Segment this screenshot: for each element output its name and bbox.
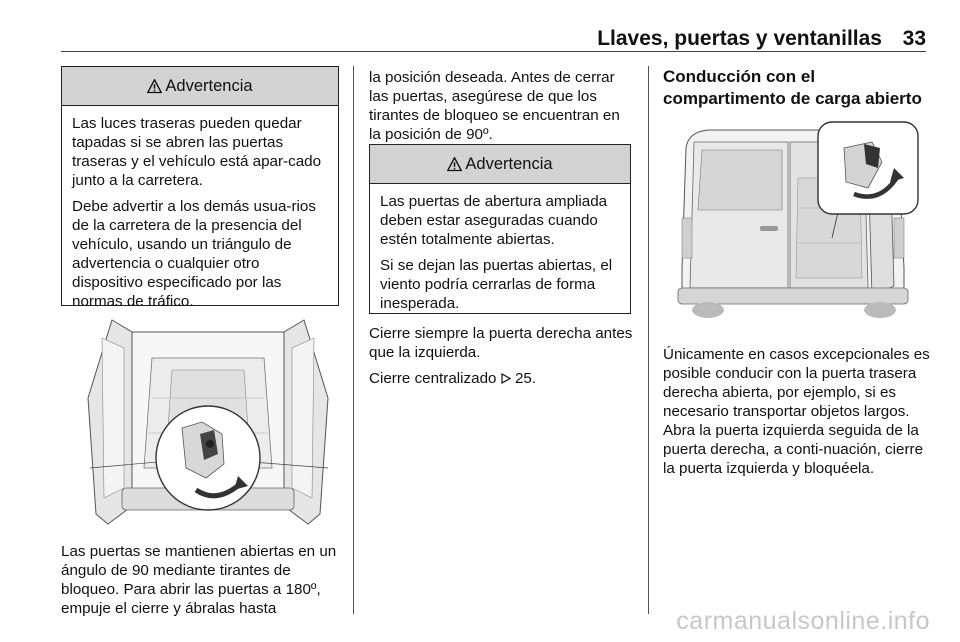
warning-box-middle <box>369 144 631 314</box>
warning-triangle-icon <box>147 79 162 94</box>
page-number: 33 <box>902 27 926 50</box>
warning-triangle-icon <box>447 157 462 172</box>
body-text-middle <box>369 324 635 395</box>
warning-body <box>62 106 338 311</box>
column-divider-left <box>353 66 354 614</box>
header-rule <box>61 51 926 52</box>
cross-reference-text: Cierre centralizado <box>369 370 497 387</box>
warning-body <box>370 184 630 313</box>
warning-title: Advertencia <box>465 154 553 173</box>
section-heading-block <box>663 66 933 110</box>
watermark: carmanualsonline.info <box>676 607 930 635</box>
column-divider-right <box>648 66 649 614</box>
cross-reference-paragraph <box>369 369 635 388</box>
body-paragraph: Las puertas se mantienen abiertas en un ángulo de 90 mediante tirantes de bloqueo. Para abrir las puertas a 180º, empuje el cierre y ábralas hasta <box>61 543 337 617</box>
warning-box-left <box>61 66 339 310</box>
intro-text-middle <box>369 68 635 151</box>
warning-title: Advertencia <box>165 76 253 95</box>
page-reference-triangle-icon <box>501 373 511 384</box>
warning-header <box>370 145 630 184</box>
body-paragraph: Únicamente en casos excepcionales es posible conducir con la puerta trasera derecha abierta, por ejemplo, si es necesario transportar objetos largos. Abra la puerta izquierda seguida de la puerta derecha, a conti-nuación, cierre la puerta izquierda y bloquéela. <box>663 346 930 477</box>
body-text-right <box>663 345 935 485</box>
warning-paragraph: Debe advertir a los demás usua-rios de la carretera de la presencia del vehículo, usando un triángulo de advertencia o cualquier otro dispositivo especificado por las normas de tráfico. <box>72 198 316 310</box>
van-doors-open-illustration <box>82 318 334 536</box>
body-paragraph: Cierre siempre la puerta derecha antes que la izquierda. <box>369 325 633 361</box>
section-heading: Conducción con el compartimento de carga abierto <box>663 67 922 108</box>
warning-header <box>62 67 338 106</box>
warning-paragraph: Las luces traseras pueden quedar tapadas si se abren las puertas traseras y el vehículo está apar-cado junto a la carretera. <box>72 115 322 189</box>
body-paragraph: la posición deseada. Antes de cerrar las puertas, asegúrese de que los tirantes de bloqueo se encuentran en la posición de 90º. <box>369 69 620 143</box>
van-driving-right-door-open-illustration <box>668 118 930 328</box>
warning-paragraph: Las puertas de abertura ampliada deben estar aseguradas cuando estén totalmente abiertas. <box>380 193 608 248</box>
body-text-left <box>61 542 349 625</box>
cross-reference-page[interactable]: 25. <box>514 370 537 387</box>
running-header-title: Llaves, puertas y ventanillas <box>597 27 882 50</box>
warning-paragraph: Si se dejan las puertas abiertas, el viento podría cerrarlas de forma inesperada. <box>380 257 613 312</box>
